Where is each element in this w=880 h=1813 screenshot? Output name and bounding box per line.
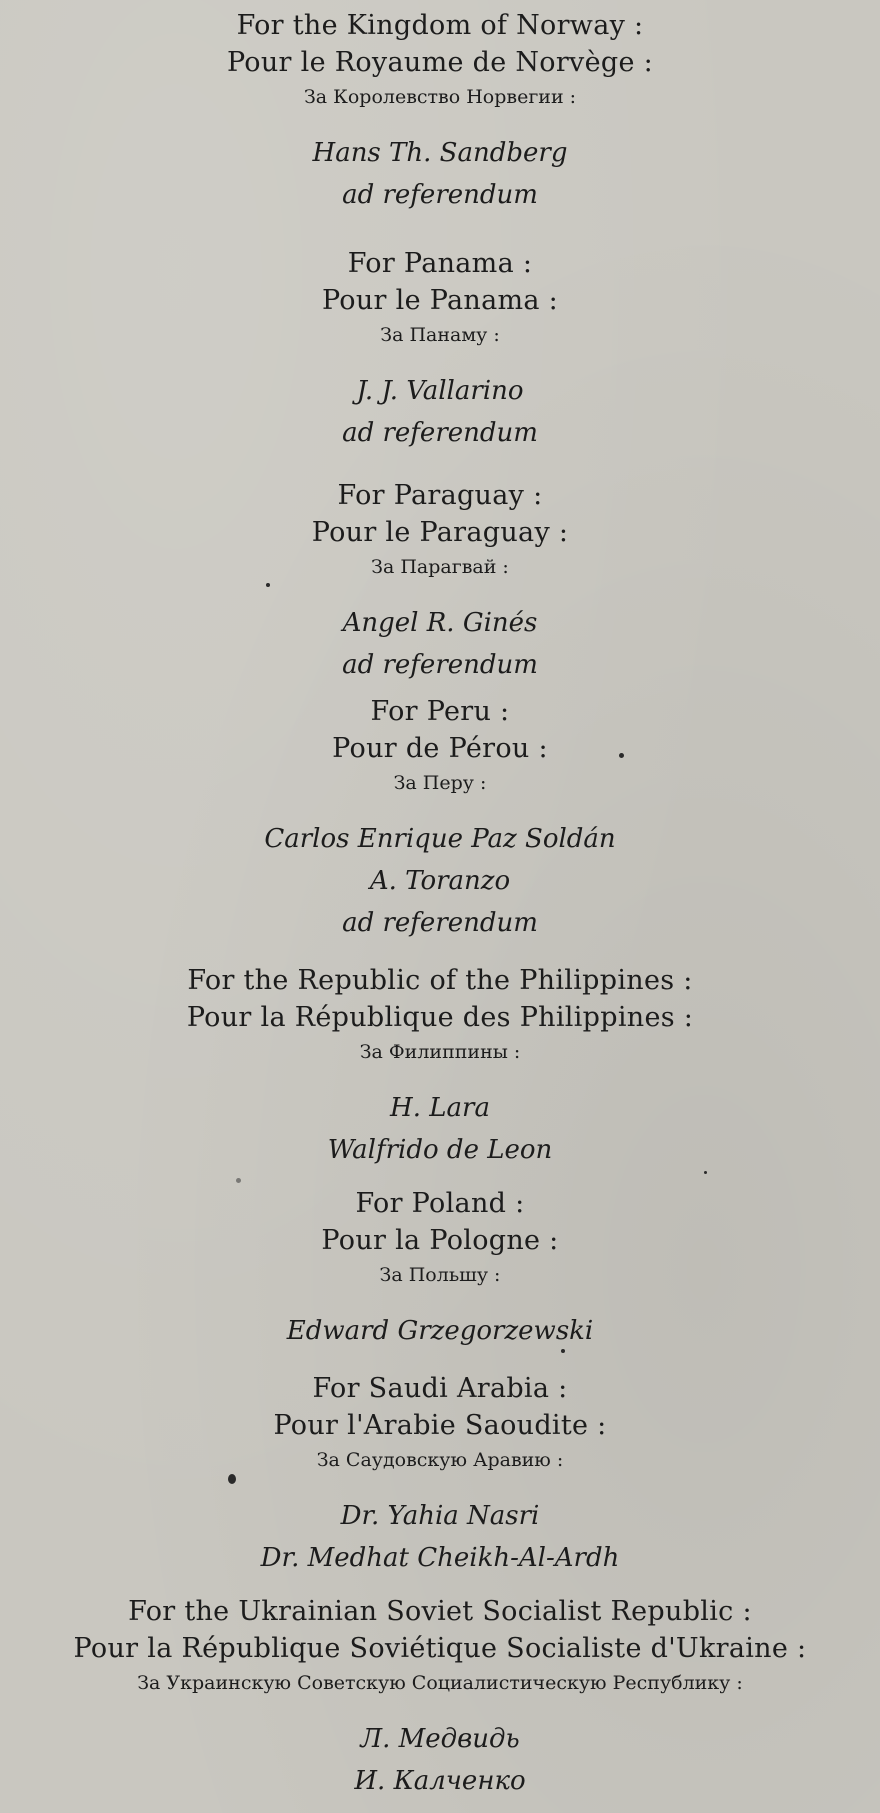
heading-russian: За Королевство Норвегии : [303,86,577,108]
paper-speck [704,1171,707,1174]
heading-russian: За Панаму : [380,324,500,346]
paper-speck [561,1349,565,1353]
heading-french: Pour le Paraguay : [311,517,569,548]
heading-french: Pour le Panama : [321,285,559,316]
signature-line: Л. Медвидь [360,1724,520,1754]
heading-russian: За Саудовскую Аравию : [316,1449,564,1471]
heading-english: For the Republic of the Philippines : [187,965,693,996]
heading-english: For Peru : [370,696,510,727]
heading-english: For the Ukrainian Soviet Socialist Republic : [128,1596,752,1627]
paper-speck [266,583,270,587]
heading-english: For the Kingdom of Norway : [236,10,644,41]
signature-line: H. Lara [390,1093,490,1123]
heading-french: Pour la République Soviétique Socialiste d'Ukraine : [73,1633,807,1664]
signature-line: Edward Grzegorzewski [286,1316,594,1346]
heading-french: Pour la Pologne : [321,1225,559,1256]
heading-english: For Poland : [355,1188,525,1219]
signature-line: Dr. Yahia Nasri [340,1501,540,1531]
signatory-block-paraguay [0,482,880,694]
signature-line: ad referendum [342,650,538,680]
signatory-block-poland [0,1190,880,1360]
signatory-block-ukrainian-ssr [0,1598,880,1810]
signatory-block-peru [0,698,880,952]
heading-french: Pour l'Arabie Saoudite : [273,1410,607,1441]
heading-russian: За Парагвай : [371,556,509,578]
heading-russian: За Польшу : [379,1264,501,1286]
signature-line: Dr. Medhat Cheikh-Al-Ardh [260,1543,620,1573]
heading-french: Pour le Royaume de Norvège : [226,47,654,78]
signature-line: Walfrido de Leon [327,1135,553,1165]
signatory-block-philippines [0,967,880,1179]
signatory-block-norway [0,12,880,224]
signature-line: Angel R. Ginés [342,608,538,638]
paper-speck [236,1178,241,1183]
signatory-block-saudi-arabia [0,1375,880,1587]
paper-speck [619,753,624,758]
heading-french: Pour la République des Philippines : [186,1002,694,1033]
heading-english: For Panama : [347,248,533,279]
signature-line: И. Калченко [354,1766,526,1796]
heading-russian: За Перу : [393,772,487,794]
heading-russian: За Украинскую Советскую Социалистическую Республику : [137,1672,743,1694]
heading-russian: За Филиппины : [359,1041,521,1063]
signature-line: Carlos Enrique Paz Soldán [264,824,616,854]
signature-line: J. J. Vallarino [356,376,524,406]
signature-line: ad referendum [342,908,538,938]
heading-french: Pour de Pérou : [332,733,548,764]
heading-english: For Saudi Arabia : [312,1373,568,1404]
signature-line: Hans Th. Sandberg [312,138,568,168]
heading-english: For Paraguay : [337,480,543,511]
paper-speck [228,1474,236,1484]
signatory-block-panama [0,250,880,462]
signature-line: ad referendum [342,180,538,210]
signature-line: ad referendum [342,418,538,448]
signature-line: A. Toranzo [369,866,511,896]
